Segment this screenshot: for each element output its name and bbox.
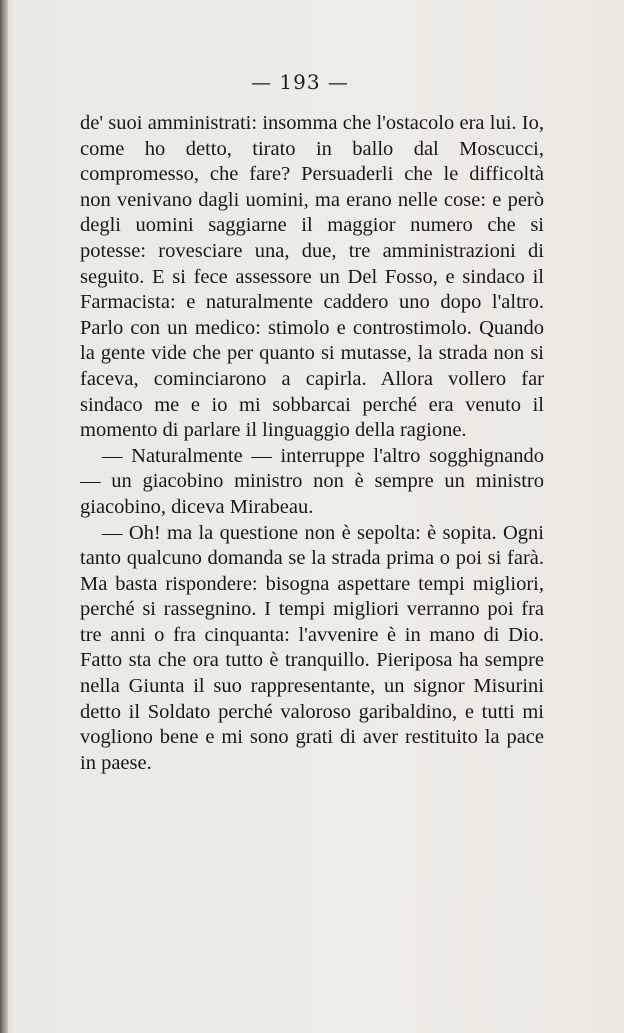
paragraph-dialogue-reply: — Oh! ma la questione non è sepolta: è sopita. Ogni tanto qualcuno domanda se la strada prima o poi si farà. Ma basta rispondere: bisogna aspettare tempi migliori, perché si rassegnino. I tempi migliori verranno poi fra tre anni o fra cinquanta: l'avvenire è in mano di Dio. Fatto sta che ora tutto è tranquillo. Pieriposa ha sempre nella Giunta il suo rappresentante, un signor Misurini detto il Soldato perché valoroso garibaldino, e tutti mi vogliono bene e mi sono grati di aver restituito la pace in paese. [80, 521, 544, 774]
paragraph-continuation: de' suoi amministrati: insomma che l'ostacolo era lui. Io, come ho detto, tirato in ballo dal Moscucci, compromesso, che fare? Persuaderli che le difficoltà non venivano dagli uomini, ma erano nelle cose: e però degli uomini saggiarne il maggior numero che si potesse: rovesciare una, due, tre amministrazioni di seguito. E si fece assessore un Del Fosso, e sindaco il Farmacista: e naturalmente caddero uno dopo l'altro. Parlo con un medico: stimolo e controstimolo. Quando la gente vide che per quanto si mutasse, la strada non si faceva, cominciarono a capirla. Allora vollero far sindaco me e io mi sobbarcai perché era venuto il momento di parlare il linguaggio della ragione. [80, 112, 544, 442]
paragraph-dialogue-interruption: — Naturalmente — interruppe l'altro sogghignando — un giacobino ministro non è sempre un ministro giacobino, diceva Mirabeau. [80, 444, 544, 518]
page-binding-edge [0, 0, 8, 1033]
page-text-body [80, 111, 544, 776]
page-number: — 193 — [251, 70, 349, 94]
